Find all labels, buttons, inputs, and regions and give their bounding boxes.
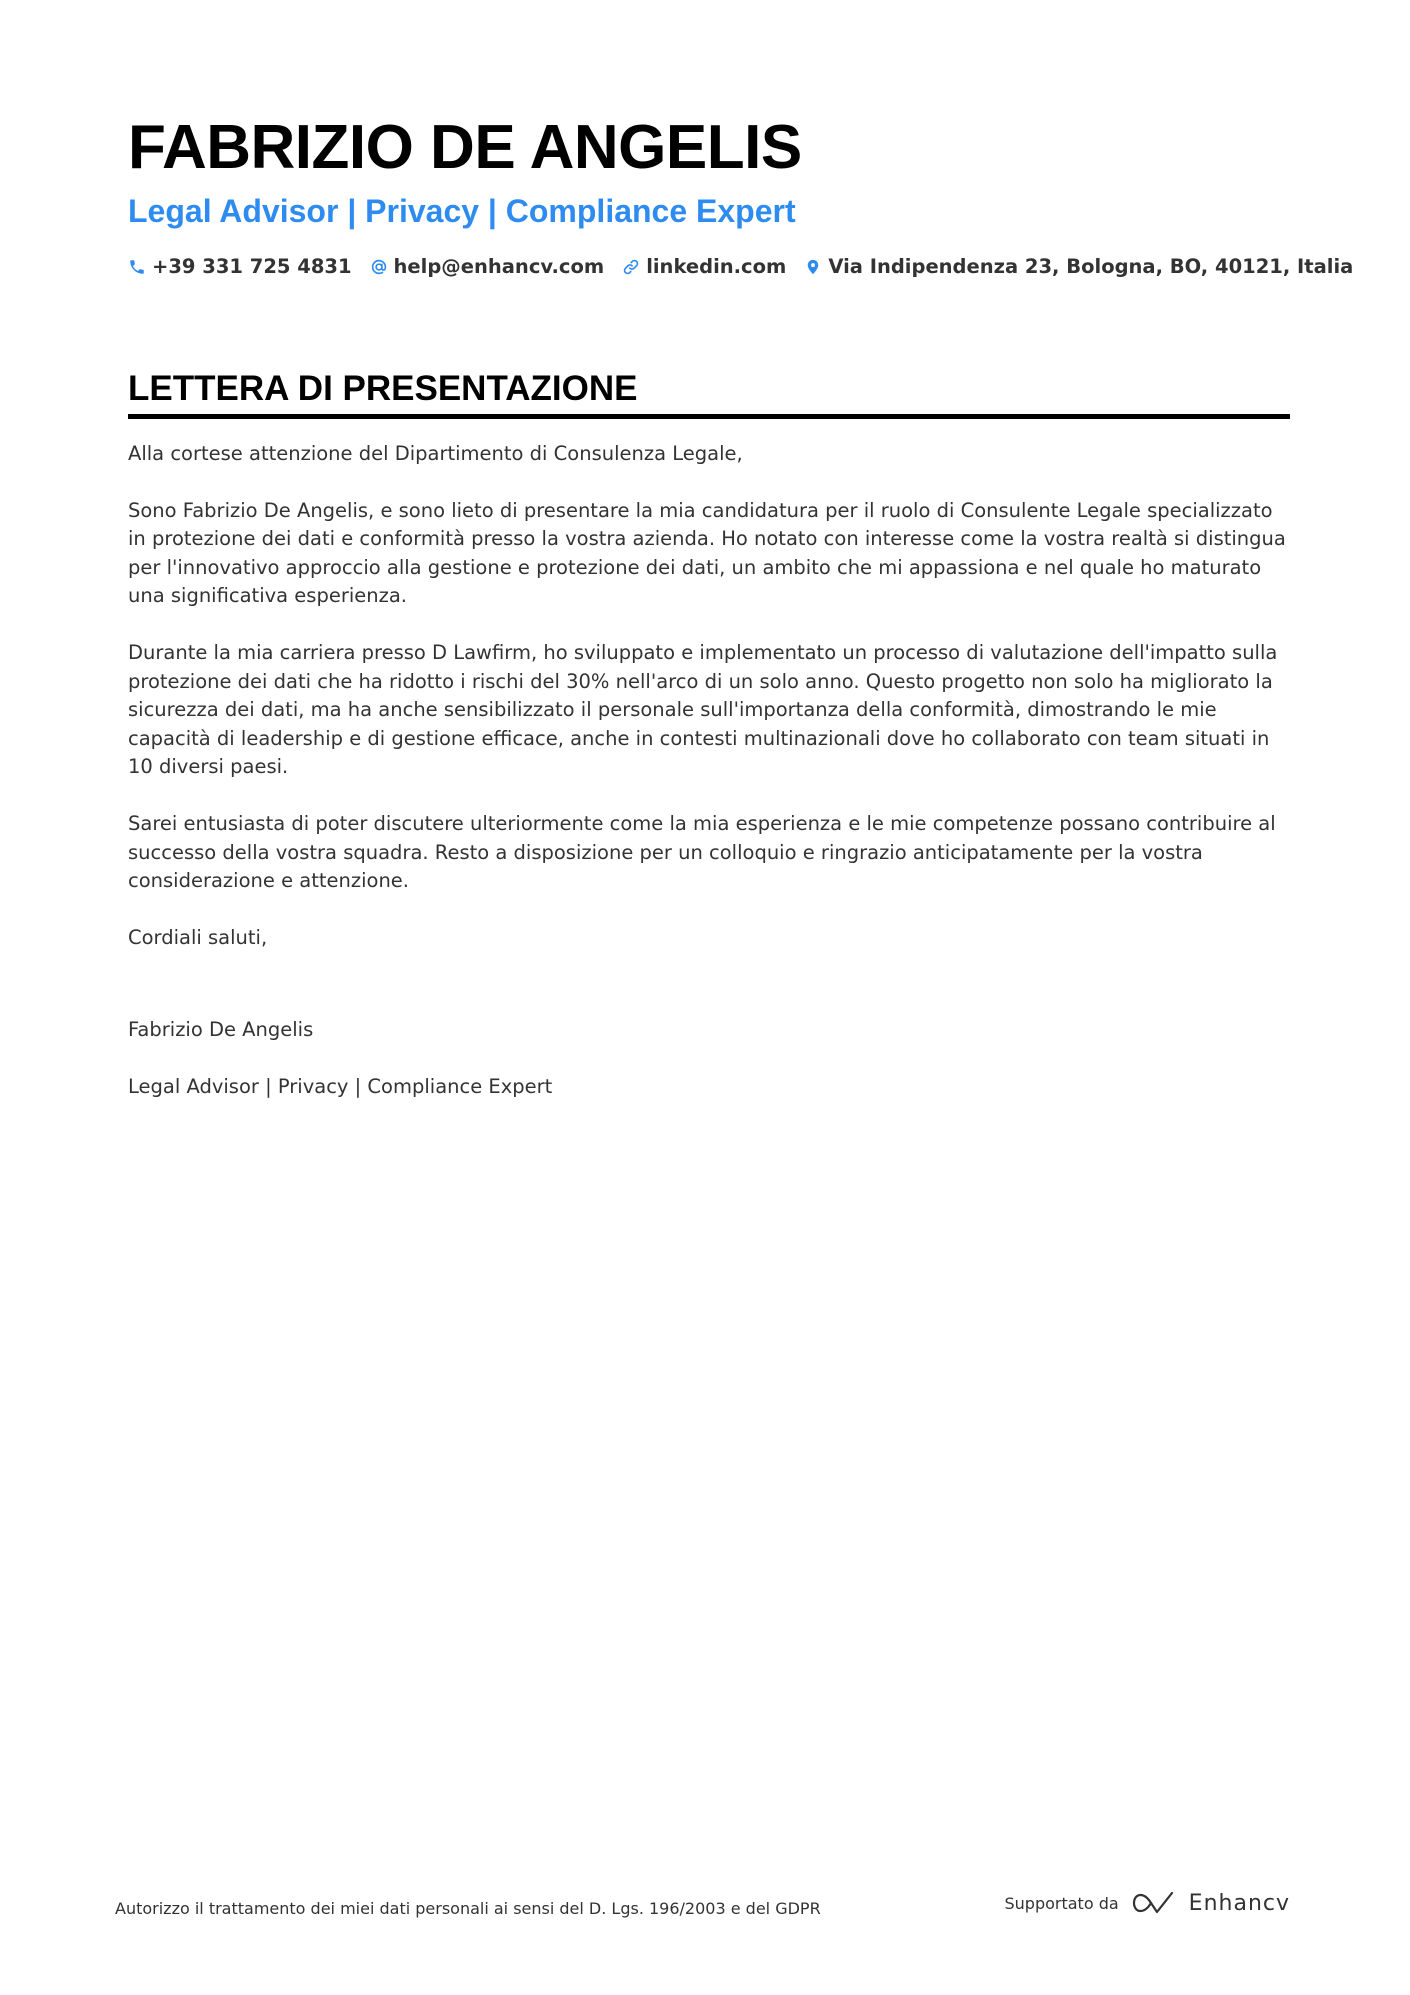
location-pin-icon: [804, 258, 822, 276]
signature-title: Legal Advisor | Privacy | Compliance Expert: [128, 1075, 553, 1098]
powered-by: [1005, 1890, 1291, 1916]
enhancv-logo[interactable]: [1131, 1890, 1290, 1916]
at-icon: [370, 258, 388, 276]
enhancv-logo-icon: [1131, 1890, 1179, 1916]
section-divider: [128, 414, 1290, 419]
letter-closing: Cordiali saluti,: [128, 925, 268, 949]
letter-body: [128, 440, 1290, 952]
applicant-title: Legal Advisor | Privacy | Compliance Expert: [128, 193, 796, 229]
signature-name: Fabrizio De Angelis: [128, 1018, 314, 1041]
contact-bar: [128, 252, 1353, 282]
contact-email-text[interactable]: help@enhancv.com: [393, 255, 605, 278]
contact-linkedin[interactable]: [622, 252, 786, 282]
contact-linkedin-text[interactable]: linkedin.com: [646, 255, 787, 278]
letter-paragraph-3: Sarei entusiasta di poter discutere ulteriormente come la mia esperienza e le mie competenze possano contribuire al successo della vostra squadra. Resto a disposizione per un colloquio e ringrazio anticipatamente per la vostra considerazione e attenzione.: [128, 811, 1276, 893]
powered-by-label: Supportato da: [1004, 1893, 1119, 1913]
letter-section-header: [128, 366, 1290, 419]
section-title: LETTERA DI PRESENTAZIONE: [128, 369, 638, 408]
letter-greeting: Alla cortese attenzione del Dipartimento di Consulenza Legale,: [128, 442, 743, 465]
contact-phone-text: +39 331 725 4831: [152, 255, 352, 278]
link-icon: [622, 258, 640, 276]
enhancv-logo-text: Enhancv: [1188, 1890, 1290, 1916]
contact-phone: [128, 252, 352, 282]
contact-email[interactable]: [370, 252, 605, 282]
letter-paragraph-1: Sono Fabrizio De Angelis, e sono lieto di presentare la mia candidatura per il ruolo di Consulente Legale specializzato in protezione dei dati e conformità presso la vostra azienda. Ho notato con interesse come la vostra realtà si distingua per l'innovativo approccio alla gestione e protezione dei dati, un ambito che mi appassiona e nel quale ho maturato una significativa esperienza.: [128, 498, 1286, 608]
phone-icon: [128, 258, 146, 276]
letter-paragraph-2: Durante la mia carriera presso D Lawfirm, ho sviluppato e implementato un processo di valutazione dell'impatto sulla protezione dei dati che ha ridotto i rischi del 30% nell'arco di un solo anno. Questo progetto non solo ha migliorato la sicurezza dei dati, ma ha anche sensibilizzato il personale sull'importanza della conformità, dimostrando le mie capacità di leadership e di gestione efficace, anche in contesti multinazionali dove ho collaborato con team situati in 10 diversi paesi.: [128, 640, 1278, 779]
contact-address-text: Via Indipendenza 23, Bologna, BO, 40121, Italia: [828, 255, 1354, 278]
applicant-name: FABRIZIO DE ANGELIS: [128, 113, 802, 182]
gdpr-consent-note: Autorizzo il trattamento dei miei dati personali ai sensi del D. Lgs. 196/2003 e del GDPR: [115, 1899, 821, 1918]
contact-address: [804, 252, 1353, 282]
